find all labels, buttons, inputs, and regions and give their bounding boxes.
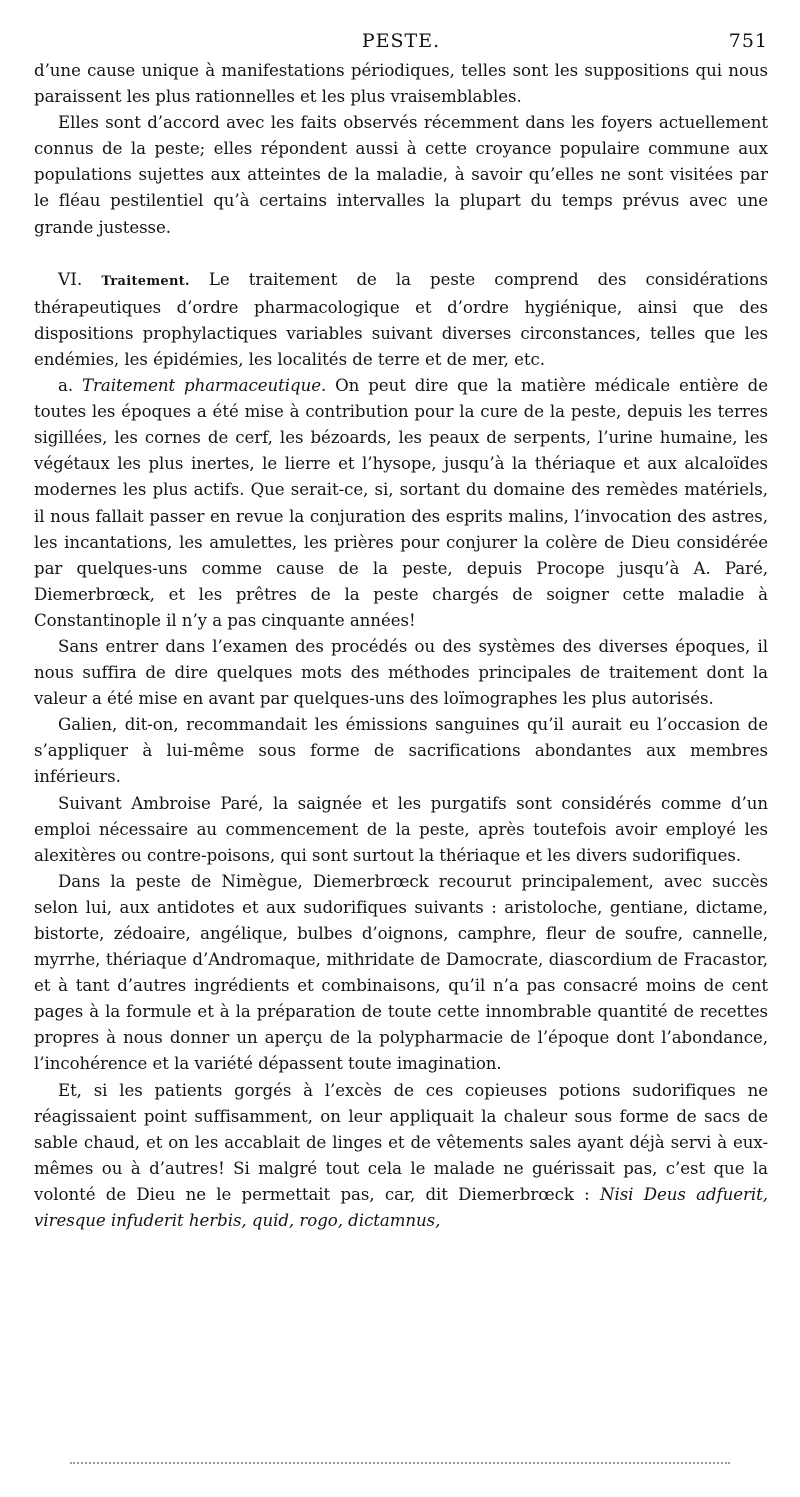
paragraph: Sans entrer dans l’examen des procédés ou des systèmes des diverses époques, il nous suffira de dire quelques mots des méthodes principales de traitement dont la valeur a été mise en avant par quelques-uns des loïmographes les plus autorisés. xyxy=(34,636,768,709)
subsection-title: Traitement pharmaceutique. xyxy=(82,376,327,396)
paragraph-continuation: d’une cause unique à manifestations périodiques, telles sont les suppositions qui nous paraissent les plus rationnelles et les plus vraisemblables. xyxy=(34,61,768,107)
subsection-label: a. xyxy=(58,376,74,396)
section-number: VI. xyxy=(58,269,83,290)
subsection-paragraph xyxy=(34,373,768,634)
subsection-text: On peut dire que la matière médicale entière de toutes les époques a été mise à contribution pour la cure de la peste, depuis les terres sigillées, les cornes de cerf, les bézoards, les peaux de serpents, l’urine humaine, les végétaux les plus inertes, le lierre et l’hysope, jusqu’à la thériaque et aux alcaloïdes modernes les plus actifs. Que serait-ce, si, sortant du domaine des remèdes matériels, il nous fallait passer en revue la conjuration des esprits malins, l’invocation des astres, les incantations, les amulettes, les prières pour conjurer la colère de Dieu considérée par quelques-uns comme cause de la peste, depuis Procope jusqu’à A. Paré, Diemerbrœck, et les prêtres de la peste chargés de soigner cette maladie à Constantinople il n’y a pas cinquante années! xyxy=(34,376,768,630)
body-text xyxy=(34,58,768,1234)
paragraph xyxy=(34,1078,768,1235)
paragraph-text: Et, si les patients gorgés à l’excès de ces copieuses potions sudorifiques ne réagissaient point suffisamment, on leur appliquait la chaleur sous forme de sacs de sable chaud, et on les accablait de linges et de vêtements sales ayant déjà servi à eux-mêmes ou à d’autres! Si malgré tout cela le malade ne guérissait pas, c’est que la volonté de Dieu ne le permettait pas, car, dit Diemerbrœck : xyxy=(34,1080,768,1204)
latin-quotation: Nisi Deus adfuerit, viresque infuderit herbis, quid, rogo, dictamnus, xyxy=(34,1184,768,1231)
paragraph: Galien, dit-on, recommandait les émissions sanguines qu’il aurait eu l’occasion de s’appliquer à lui-même sous forme de sacrifications abondantes aux membres inférieurs. xyxy=(34,715,768,787)
paragraph: Suivant Ambroise Paré, la saignée et les purgatifs sont considérés comme d’un emploi nécessaire au commencement de la peste, après toutefois avoir employé les alexitères ou contre-poisons, qui sont surtout la thériaque et les divers sudorifiques. xyxy=(34,793,768,865)
section-text: Le traitement de la peste comprend des considérations thérapeutiques d’ordre pharmacologique et d’ordre hygiénique, ainsi que des dispositions prophylactiques variables suivant diverses circonstances, telles que les endémies, les épidémies, les localités de terre et de mer, etc. xyxy=(34,269,768,369)
running-title: PESTE. xyxy=(361,30,441,52)
section-title: Traitement. xyxy=(101,273,190,289)
section-heading-paragraph xyxy=(34,267,768,373)
footer-dotted-rule xyxy=(70,1462,730,1464)
document-page xyxy=(34,30,768,1234)
paragraph: Elles sont d’accord avec les faits observés récemment dans les foyers actuellement connus de la peste; elles répondent aussi à cette croyance populaire commune aux populations sujettes aux atteintes de la maladie, à savoir qu’elles ne sont visitées par le fléau pestilentiel qu’à certains intervalles la plupart du temps prévus avec une grande justesse. xyxy=(34,113,768,237)
paragraph: Dans la peste de Nimègue, Diemerbrœck recourut principalement, avec succès selon lui, aux antidotes et aux sudorifiques suivants : aristoloche, gentiane, dictame, bistorte, zédoaire, angélique, bulbes d’oignons, camphre, fleur de soufre, cannelle, myrrhe, thériaque d’Andromaque, mithridate de Damocrate, diascordium de Fracastor, et à tant d’autres ingrédients et combinaisons, qu’il n’a pas consacré moins de cent pages à la formule et à la préparation de toute cette innombrable quantité de recettes propres à nous donner un aperçu de la polypharmacie de l’époque dont l’abondance, l’incohérence et la variété dépassent toute imagination. xyxy=(34,871,768,1074)
section-gap xyxy=(34,241,768,267)
running-head xyxy=(34,30,768,58)
page-number: 751 xyxy=(728,30,768,52)
